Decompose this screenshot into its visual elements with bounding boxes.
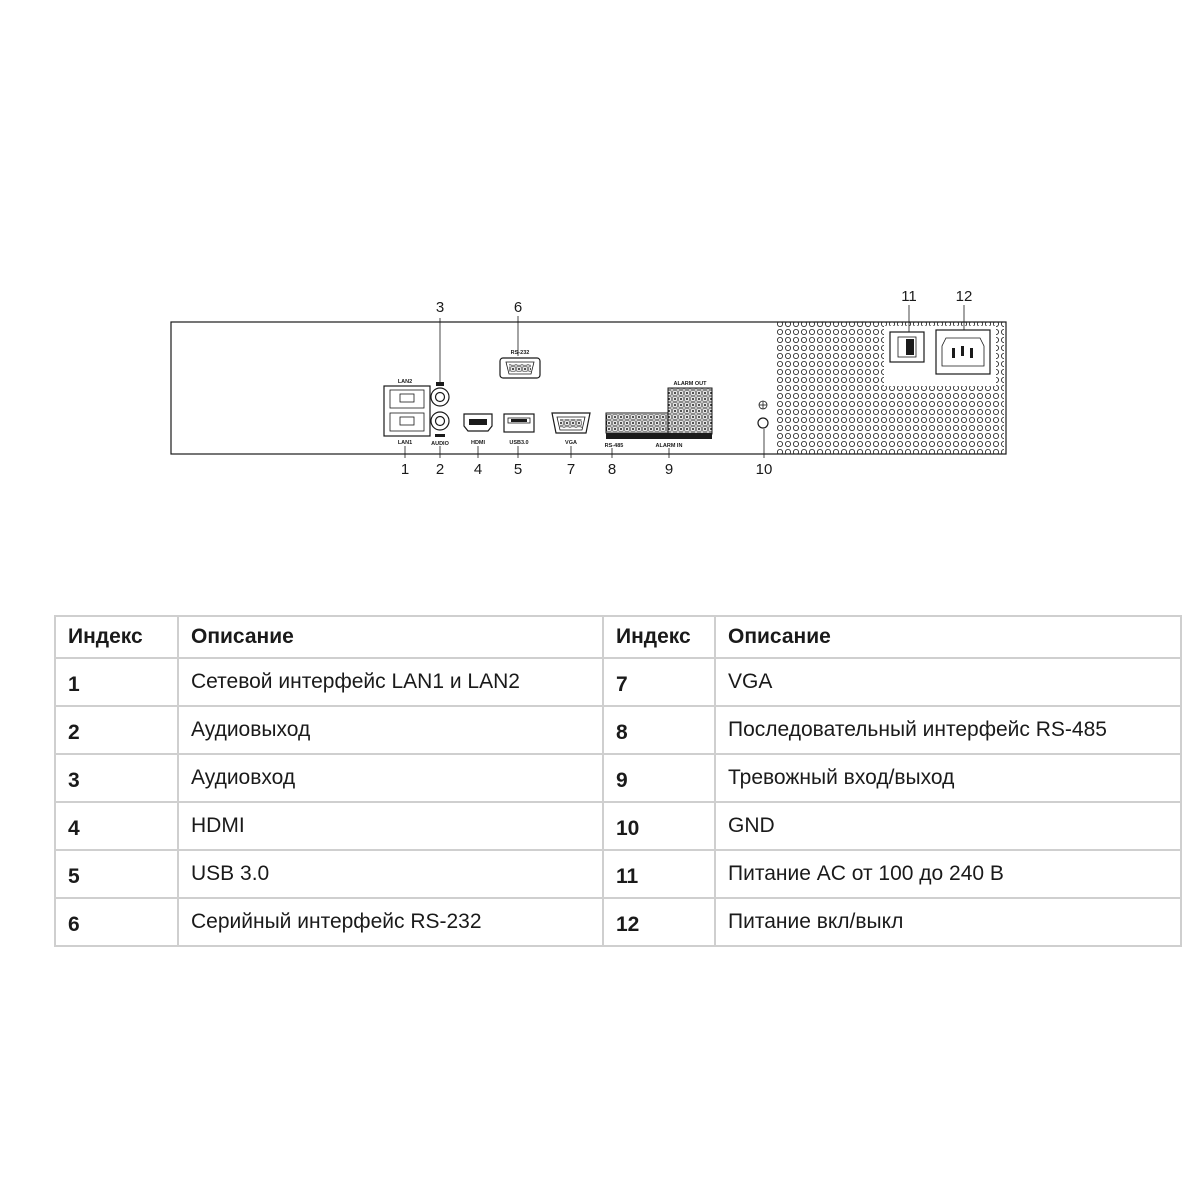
hdmi-port — [464, 414, 492, 446]
table-row — [55, 658, 1181, 706]
callout-1: 1 — [400, 461, 410, 478]
row-index: 5 — [55, 850, 178, 898]
terminal-block — [605, 381, 712, 449]
alarm-out-label: ALARM OUT — [673, 381, 707, 387]
row-description: Питание AC от 100 до 240 В — [715, 850, 1181, 898]
table-row — [55, 898, 1181, 946]
callout-9: 9 — [664, 461, 674, 478]
row-description: Аудиовход — [178, 754, 603, 802]
row-index: 4 — [55, 802, 178, 850]
row-index: 9 — [603, 754, 715, 802]
header-index-right: Индекс — [603, 616, 715, 658]
legend-table — [54, 615, 1182, 947]
callout-10: 10 — [755, 461, 773, 478]
header-index-left: Индекс — [55, 616, 178, 658]
callout-12: 12 — [955, 288, 973, 305]
table-row — [55, 850, 1181, 898]
alarm-in-label: ALARM IN — [655, 443, 683, 449]
lan1-label: LAN1 — [397, 440, 413, 446]
row-description: VGA — [715, 658, 1181, 706]
rs232-label: RS-232 — [510, 350, 530, 356]
rs232-port — [500, 350, 540, 378]
lan2-label: LAN2 — [397, 379, 413, 385]
rs485-label: RS-485 — [604, 443, 624, 449]
row-index: 7 — [603, 658, 715, 706]
usb-port — [504, 414, 534, 446]
row-description: Питание вкл/выкл — [715, 898, 1181, 946]
row-description: USB 3.0 — [178, 850, 603, 898]
callout-8: 8 — [607, 461, 617, 478]
callout-5: 5 — [513, 461, 523, 478]
row-index: 8 — [603, 706, 715, 754]
row-description: Тревожный вход/выход — [715, 754, 1181, 802]
callout-3: 3 — [435, 299, 445, 316]
row-description: Последовательный интерфейс RS-485 — [715, 706, 1181, 754]
legend-header-row — [55, 616, 1181, 658]
row-index: 11 — [603, 850, 715, 898]
row-index: 1 — [55, 658, 178, 706]
header-description-left: Описание — [178, 616, 603, 658]
row-description: GND — [715, 802, 1181, 850]
hdmi-label: HDMI — [470, 440, 486, 446]
vga-port — [552, 413, 590, 446]
callout-2: 2 — [435, 461, 445, 478]
table-row — [55, 706, 1181, 754]
callout-7: 7 — [566, 461, 576, 478]
row-index: 2 — [55, 706, 178, 754]
row-index: 3 — [55, 754, 178, 802]
table-row — [55, 802, 1181, 850]
callout-4: 4 — [473, 461, 483, 478]
table-row — [55, 754, 1181, 802]
row-index: 10 — [603, 802, 715, 850]
header-description-right: Описание — [715, 616, 1181, 658]
audio-label: AUDIO — [431, 441, 449, 447]
lan-ports — [384, 379, 430, 446]
row-description: Аудиовыход — [178, 706, 603, 754]
usb-label: USB3.0 — [509, 440, 529, 446]
rear-panel-diagram — [0, 0, 1200, 560]
row-index: 6 — [55, 898, 178, 946]
callout-6: 6 — [513, 299, 523, 316]
row-description: HDMI — [178, 802, 603, 850]
row-index: 12 — [603, 898, 715, 946]
ground-terminal — [758, 401, 768, 428]
row-description: Серийный интерфейс RS-232 — [178, 898, 603, 946]
audio-jacks — [431, 382, 450, 447]
vga-label: VGA — [565, 440, 577, 446]
row-description: Сетевой интерфейс LAN1 и LAN2 — [178, 658, 603, 706]
callout-11: 11 — [901, 288, 917, 305]
